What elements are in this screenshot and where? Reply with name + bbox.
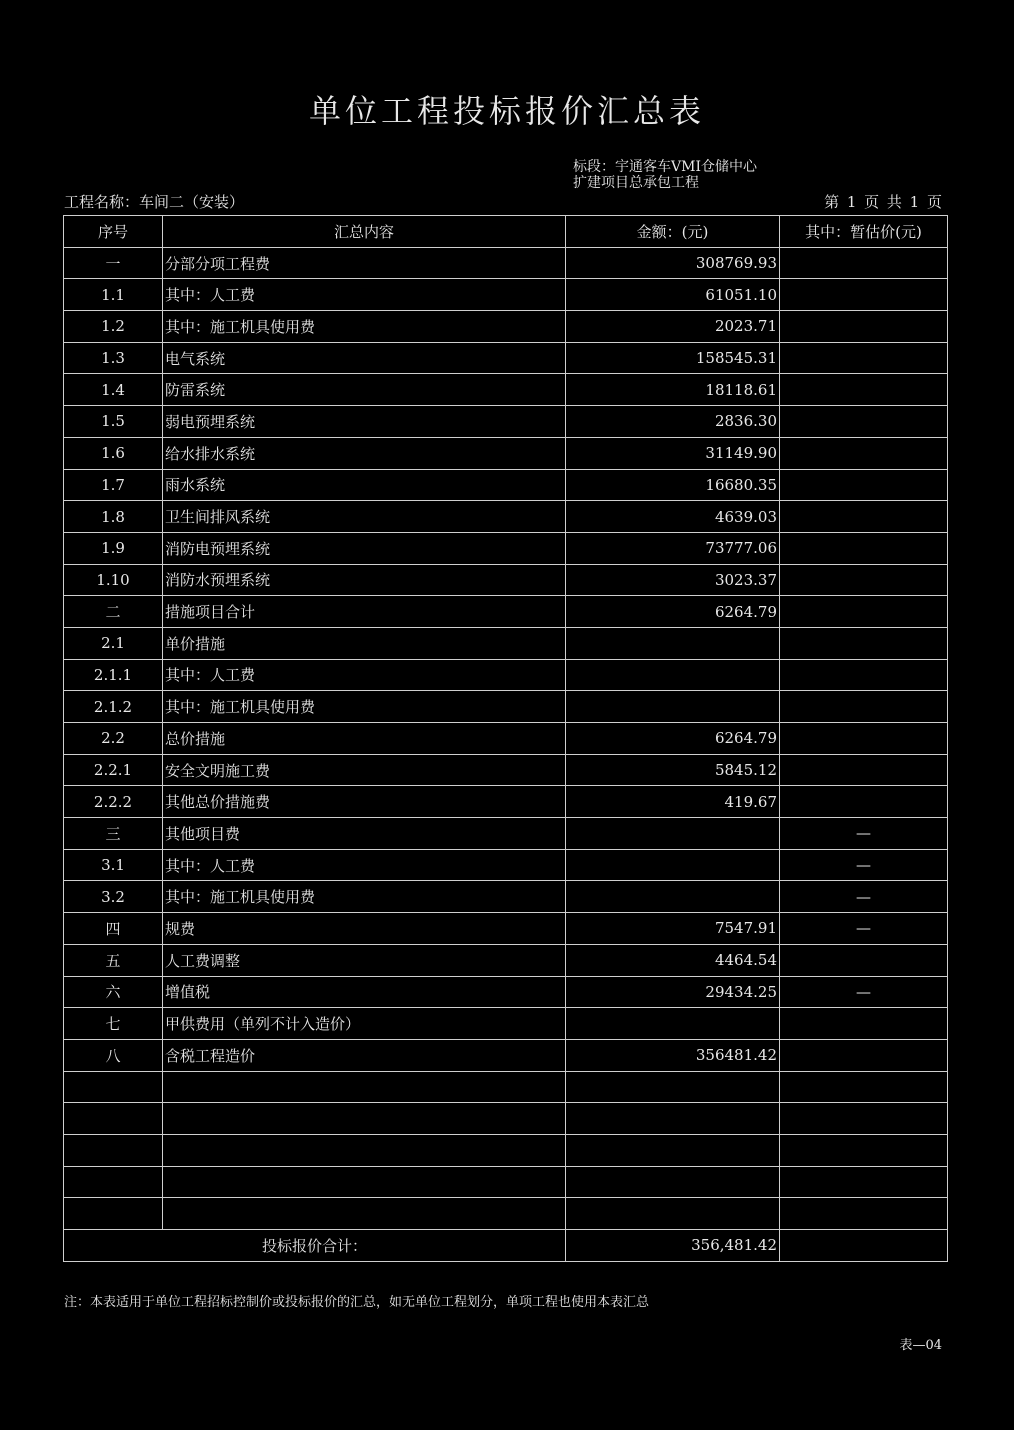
row-amount: 419.67 [566, 786, 780, 818]
row-estimate: — [780, 849, 948, 881]
table-row [64, 691, 948, 723]
row-estimate [780, 1134, 948, 1166]
row-amount: 2023.71 [566, 311, 780, 343]
row-content: 消防水预埋系统 [163, 564, 566, 596]
row-seq [64, 1103, 163, 1135]
table-row [64, 659, 948, 691]
table-row [64, 501, 948, 533]
row-content: 其中：施工机具使用费 [163, 691, 566, 723]
header-estimate: 其中：暂估价(元) [780, 216, 948, 248]
page-title: 单位工程投标报价汇总表 [308, 92, 705, 130]
row-content: 安全文明施工费 [163, 754, 566, 786]
row-seq: 3.1 [64, 849, 163, 881]
row-content: 其中：人工费 [163, 849, 566, 881]
row-content: 单价措施 [163, 627, 566, 659]
row-amount: 2836.30 [566, 406, 780, 438]
row-content: 其中：人工费 [163, 279, 566, 311]
row-amount [566, 1134, 780, 1166]
row-estimate [780, 532, 948, 564]
total-amount: 356,481.42 [566, 1230, 780, 1262]
table-row [64, 532, 948, 564]
table-row [64, 754, 948, 786]
row-content: 分部分项工程费 [163, 247, 566, 279]
row-amount: 29434.25 [566, 976, 780, 1008]
row-amount: 5845.12 [566, 754, 780, 786]
table-row [64, 279, 948, 311]
row-seq: 2.2 [64, 723, 163, 755]
table-row [64, 913, 948, 945]
row-amount [566, 1103, 780, 1135]
row-amount: 31149.90 [566, 437, 780, 469]
row-seq: 1.2 [64, 311, 163, 343]
row-seq: 1.3 [64, 342, 163, 374]
header-amount: 金额：(元) [566, 216, 780, 248]
table-row [64, 311, 948, 343]
row-seq: 五 [64, 944, 163, 976]
row-seq: 八 [64, 1039, 163, 1071]
row-seq: 1.10 [64, 564, 163, 596]
row-estimate [780, 944, 948, 976]
table-row [64, 1039, 948, 1071]
row-seq: 3.2 [64, 881, 163, 913]
row-amount: 308769.93 [566, 247, 780, 279]
row-seq [64, 1134, 163, 1166]
table-row [64, 786, 948, 818]
row-estimate [780, 406, 948, 438]
row-seq: 1.8 [64, 501, 163, 533]
row-amount [566, 627, 780, 659]
row-estimate [780, 1071, 948, 1103]
header-content: 汇总内容 [163, 216, 566, 248]
row-seq: 1.9 [64, 532, 163, 564]
table-row [64, 564, 948, 596]
table-row [64, 944, 948, 976]
row-amount [566, 1198, 780, 1230]
row-seq: 1.4 [64, 374, 163, 406]
row-content: 措施项目合计 [163, 596, 566, 628]
row-seq: 2.1 [64, 627, 163, 659]
row-content [163, 1103, 566, 1135]
row-amount: 16680.35 [566, 469, 780, 501]
row-seq: 2.2.1 [64, 754, 163, 786]
total-label: 投标报价合计： [64, 1230, 566, 1262]
row-amount: 6264.79 [566, 596, 780, 628]
row-seq: 1.7 [64, 469, 163, 501]
row-amount: 4639.03 [566, 501, 780, 533]
row-seq: 四 [64, 913, 163, 945]
row-estimate [780, 564, 948, 596]
table-row [64, 374, 948, 406]
row-estimate [780, 1166, 948, 1198]
row-amount: 4464.54 [566, 944, 780, 976]
row-estimate [780, 659, 948, 691]
row-amount: 18118.61 [566, 374, 780, 406]
table-row [64, 1134, 948, 1166]
table-row [64, 818, 948, 850]
row-amount: 3023.37 [566, 564, 780, 596]
row-amount [566, 1008, 780, 1040]
table-row [64, 406, 948, 438]
header-seq: 序号 [64, 216, 163, 248]
row-seq: 一 [64, 247, 163, 279]
row-seq: 2.2.2 [64, 786, 163, 818]
row-seq [64, 1071, 163, 1103]
row-content [163, 1134, 566, 1166]
table-row [64, 1166, 948, 1198]
row-estimate [780, 1198, 948, 1230]
row-seq: 六 [64, 976, 163, 1008]
project-name: 工程名称：车间二（安装） [64, 193, 245, 211]
row-content: 给水排水系统 [163, 437, 566, 469]
row-seq: 1.1 [64, 279, 163, 311]
table-row [64, 1071, 948, 1103]
row-content: 其他项目费 [163, 818, 566, 850]
row-content: 总价措施 [163, 723, 566, 755]
row-content: 其中：施工机具使用费 [163, 881, 566, 913]
table-header-row [64, 216, 948, 248]
total-row [64, 1230, 948, 1262]
row-seq: 1.5 [64, 406, 163, 438]
total-estimate [780, 1230, 948, 1262]
row-seq: 2.1.2 [64, 691, 163, 723]
row-seq [64, 1198, 163, 1230]
row-content: 雨水系统 [163, 469, 566, 501]
row-content: 卫生间排风系统 [163, 501, 566, 533]
table-row [64, 1008, 948, 1040]
section-label: 标段：宇通客车VMI仓储中心扩建项目总承包工程 [573, 159, 757, 191]
row-amount [566, 691, 780, 723]
row-amount: 61051.10 [566, 279, 780, 311]
row-content: 人工费调整 [163, 944, 566, 976]
row-content: 含税工程造价 [163, 1039, 566, 1071]
row-content [163, 1071, 566, 1103]
row-content: 增值税 [163, 976, 566, 1008]
table-row [64, 976, 948, 1008]
row-seq [64, 1166, 163, 1198]
row-content [163, 1198, 566, 1230]
footnote: 注：本表适用于单位工程招标控制价或投标报价的汇总，如无单位工程划分，单项工程也使用本表汇总 [64, 1295, 650, 1310]
page-info: 第 1 页 共 1 页 [824, 193, 942, 211]
row-content: 电气系统 [163, 342, 566, 374]
row-amount [566, 849, 780, 881]
row-content: 其中：人工费 [163, 659, 566, 691]
row-amount: 73777.06 [566, 532, 780, 564]
row-amount [566, 881, 780, 913]
table-row [64, 342, 948, 374]
row-seq: 1.6 [64, 437, 163, 469]
row-estimate [780, 247, 948, 279]
row-content: 其中：施工机具使用费 [163, 311, 566, 343]
row-content: 防雷系统 [163, 374, 566, 406]
row-estimate [780, 754, 948, 786]
table-row [64, 627, 948, 659]
table-row [64, 1198, 948, 1230]
table-row [64, 469, 948, 501]
row-estimate: — [780, 913, 948, 945]
row-estimate [780, 469, 948, 501]
row-estimate: — [780, 976, 948, 1008]
row-content [163, 1166, 566, 1198]
row-estimate: — [780, 818, 948, 850]
row-content: 消防电预埋系统 [163, 532, 566, 564]
table-row [64, 723, 948, 755]
row-estimate [780, 723, 948, 755]
row-estimate: — [780, 881, 948, 913]
row-amount [566, 659, 780, 691]
summary-table [63, 215, 948, 1262]
table-row [64, 849, 948, 881]
row-content: 弱电预埋系统 [163, 406, 566, 438]
row-amount [566, 1166, 780, 1198]
row-estimate [780, 627, 948, 659]
row-amount: 356481.42 [566, 1039, 780, 1071]
row-estimate [780, 374, 948, 406]
row-seq: 2.1.1 [64, 659, 163, 691]
row-estimate [780, 279, 948, 311]
row-amount [566, 818, 780, 850]
row-amount: 6264.79 [566, 723, 780, 755]
row-estimate [780, 311, 948, 343]
table-row [64, 247, 948, 279]
table-row [64, 437, 948, 469]
row-estimate [780, 342, 948, 374]
row-content: 甲供费用（单列不计入造价） [163, 1008, 566, 1040]
table-row [64, 596, 948, 628]
row-amount [566, 1071, 780, 1103]
row-content: 其他总价措施费 [163, 786, 566, 818]
row-seq: 三 [64, 818, 163, 850]
row-estimate [780, 596, 948, 628]
row-amount: 7547.91 [566, 913, 780, 945]
row-estimate [780, 501, 948, 533]
row-content: 规费 [163, 913, 566, 945]
row-estimate [780, 691, 948, 723]
form-number: 表—04 [899, 1338, 942, 1353]
table-row [64, 881, 948, 913]
row-estimate [780, 1103, 948, 1135]
table-body [64, 247, 948, 1229]
row-seq: 七 [64, 1008, 163, 1040]
row-estimate [780, 1008, 948, 1040]
row-estimate [780, 437, 948, 469]
row-estimate [780, 1039, 948, 1071]
row-amount: 158545.31 [566, 342, 780, 374]
row-seq: 二 [64, 596, 163, 628]
table-row [64, 1103, 948, 1135]
row-estimate [780, 786, 948, 818]
